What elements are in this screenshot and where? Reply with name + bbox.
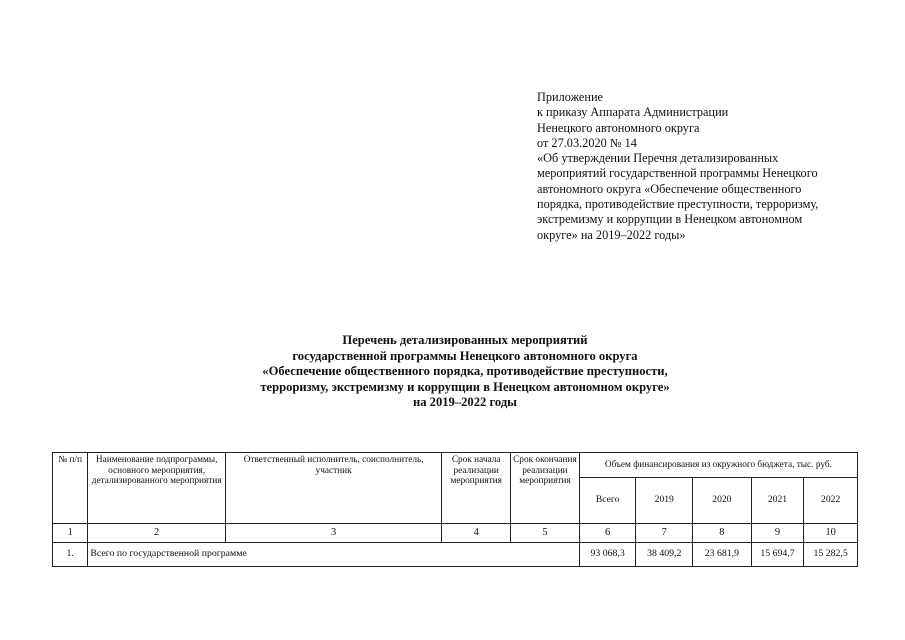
header-num: № п/п (53, 453, 88, 524)
header-2022: 2022 (804, 478, 858, 524)
annex-line: округе» на 2019–2022 годы» (537, 227, 686, 242)
header-name: Наименование подпрограммы, основного мероприятия, детализированного мероприятия (88, 453, 226, 524)
header-2021: 2021 (751, 478, 804, 524)
annex-line: от 27.03.2020 № 14 (537, 135, 637, 150)
annex-line: «Об утверждении Перечня детализированных (537, 151, 779, 166)
document-title (170, 333, 760, 411)
annex-line: Приложение (537, 90, 603, 104)
column-number: 10 (804, 524, 858, 543)
column-number: 5 (511, 524, 580, 543)
row-2020: 23 681,9 (693, 543, 752, 567)
column-number: 7 (636, 524, 693, 543)
header-executor: Ответственный исполнитель, соисполнитель, участник (225, 453, 441, 524)
column-number: 1 (53, 524, 88, 543)
header-2020: 2020 (693, 478, 752, 524)
title-line: терроризму, экстремизму и коррупции в Ненецком автономном округе» (260, 379, 670, 394)
column-number-row (53, 524, 858, 543)
row-2019: 38 409,2 (636, 543, 693, 567)
row-2022: 15 282,5 (804, 543, 858, 567)
header-total: Всего (579, 478, 636, 524)
financing-table (52, 452, 858, 567)
annex-line: экстремизму и коррупции в Ненецком автономном (537, 212, 803, 227)
column-number: 4 (442, 524, 511, 543)
header-funding: Объем финансирования из окружного бюджета, тыс. руб. (579, 453, 857, 478)
title-line: «Обеспечение общественного порядка, противодействие преступности, (262, 364, 668, 379)
column-number: 2 (88, 524, 226, 543)
annex-line: автономного округа «Обеспечение общественного (537, 181, 802, 196)
header-end: Срок окончания реализации мероприятия (511, 453, 580, 524)
header-start: Срок начала реализации мероприятия (442, 453, 511, 524)
column-number: 3 (225, 524, 441, 543)
row-num: 1. (53, 543, 88, 567)
annex-line: Ненецкого автономного округа (537, 120, 700, 135)
row-total: 93 068,3 (579, 543, 636, 567)
title-line: Перечень детализированных мероприятий (342, 333, 588, 347)
annex-line: мероприятий государственной программы Ненецкого (537, 166, 818, 181)
column-number: 8 (693, 524, 752, 543)
annex-line: порядка, противодействие преступности, терроризму, (537, 197, 819, 212)
annex-block (537, 90, 877, 243)
annex-line: к приказу Аппарата Администрации (537, 105, 729, 120)
title-line: на 2019–2022 годы (412, 395, 518, 410)
row-name: Всего по государственной программе (88, 543, 579, 567)
title-line: государственной программы Ненецкого автономного округа (292, 348, 638, 363)
column-number: 9 (751, 524, 804, 543)
table-row (53, 543, 858, 567)
column-number: 6 (579, 524, 636, 543)
header-2019: 2019 (636, 478, 693, 524)
row-2021: 15 694,7 (751, 543, 804, 567)
